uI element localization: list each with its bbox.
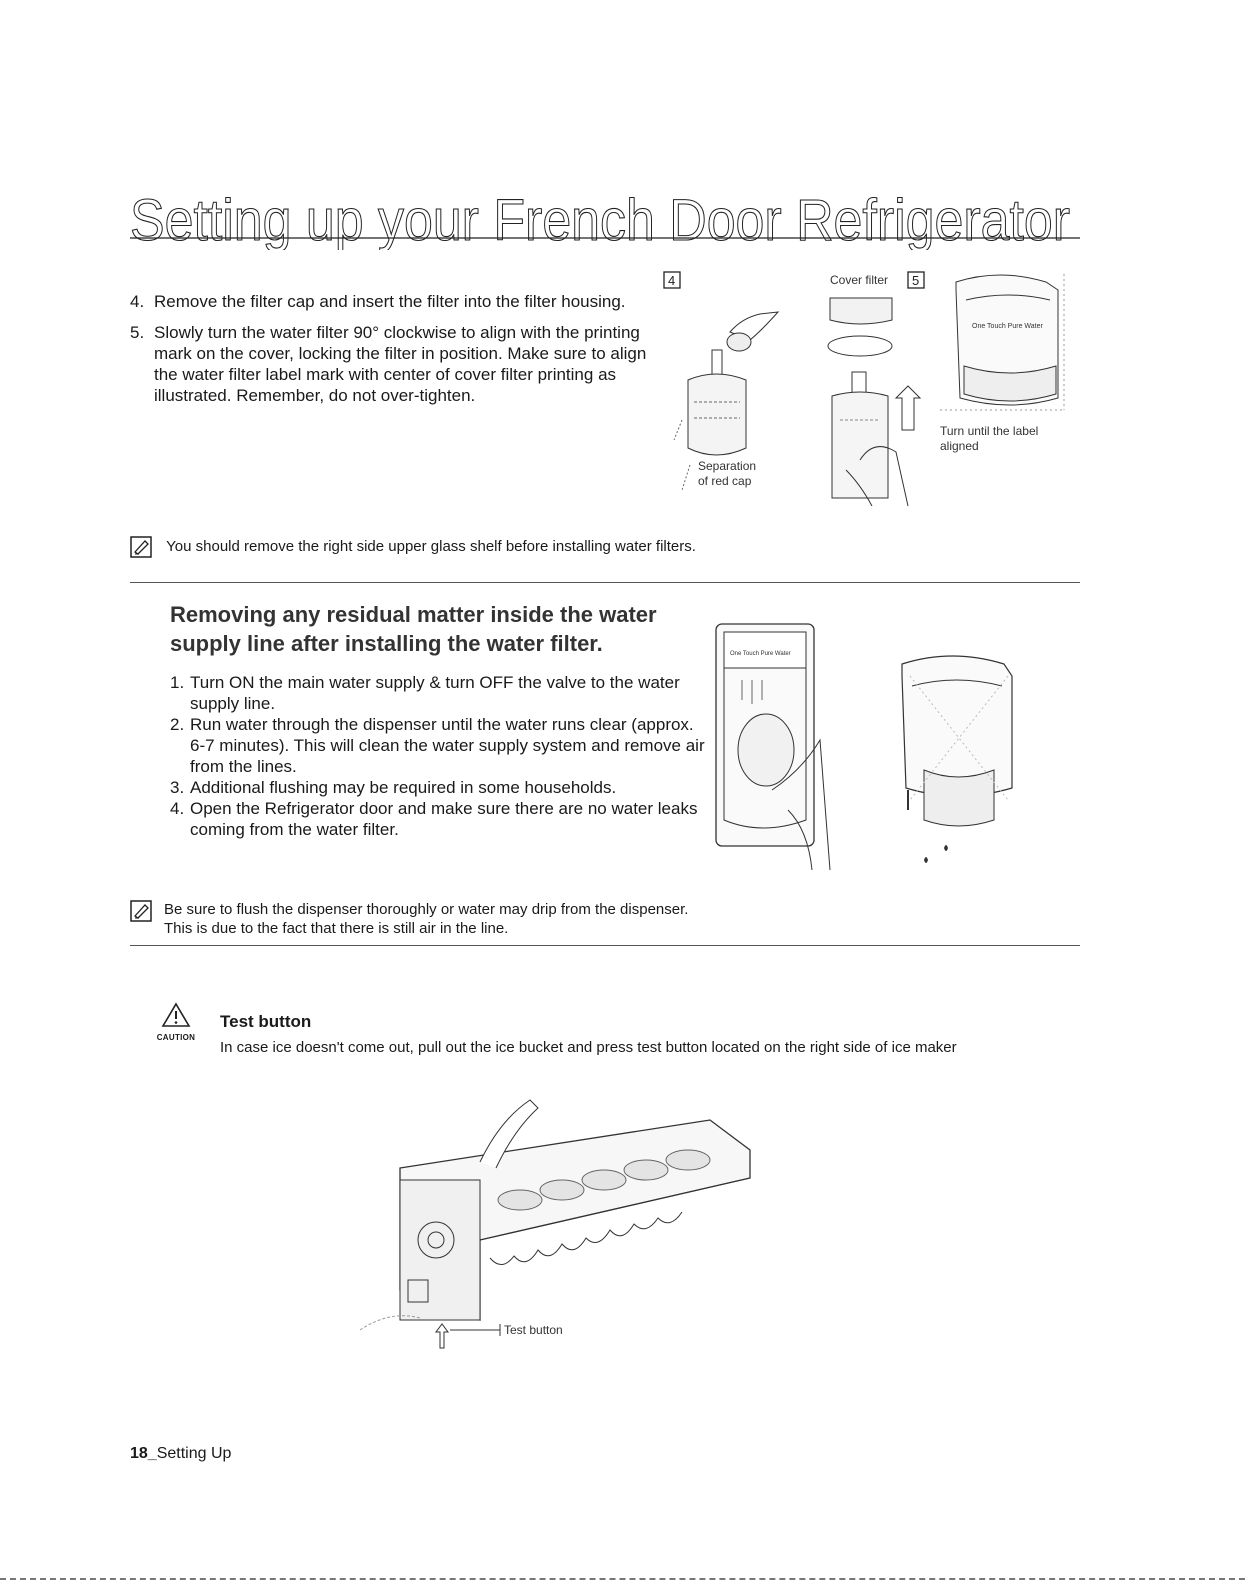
- separation-label-line1: Separation: [698, 459, 757, 473]
- page-title-block: [130, 170, 1080, 250]
- dispenser-illustration: [712, 620, 1062, 890]
- section-title: Removing any residual matter inside the water supply line after installing the water filter.: [170, 602, 657, 656]
- caution-icon: [161, 1002, 191, 1028]
- test-button-label: Test button: [504, 1323, 563, 1337]
- page-edge: [0, 1578, 1245, 1580]
- step-number: 2.: [170, 715, 185, 734]
- step-text: Run water through the dispenser until the water runs clear (approx. 6-7 minutes). This will clean the water supply system and remove air from the lines.: [190, 715, 705, 776]
- section-divider: [130, 945, 1080, 946]
- note-shelf: [130, 536, 1030, 558]
- ice-maker-drawing: [330, 1090, 770, 1370]
- install-steps: [130, 291, 650, 416]
- page-footer: [130, 1445, 231, 1463]
- note-text-line2: This is due to the fact that there is still air in the line.: [164, 920, 509, 937]
- caution-body: In case ice doesn't come out, pull out the ice bucket and press test button located on the right side of ice maker: [220, 1039, 957, 1056]
- filter-install-illustration: [660, 270, 1080, 520]
- footer-section: Setting Up: [156, 1445, 232, 1462]
- flush-step: [170, 798, 710, 840]
- step-number: 4.: [130, 292, 145, 311]
- ice-maker-illustration: [330, 1090, 770, 1370]
- step-number: 5.: [130, 323, 145, 342]
- flush-steps: [170, 672, 710, 840]
- step-number: 4.: [170, 799, 185, 818]
- note-text-line1: Be sure to flush the dispenser thoroughly or water may drip from the dispenser.: [164, 901, 689, 918]
- caution-title: Test button: [220, 1012, 312, 1031]
- turn-label-line2: aligned: [940, 439, 979, 453]
- dispenser-brand-label: One Touch Pure Water: [730, 651, 791, 657]
- note-flush: [130, 900, 1030, 938]
- flush-step: [170, 777, 710, 798]
- figure-label-5: 5: [912, 273, 920, 288]
- flush-step: [170, 714, 710, 777]
- separation-label-line2: of red cap: [698, 474, 752, 488]
- flush-step: [170, 672, 710, 714]
- caution-label: CAUTION: [156, 1033, 196, 1042]
- step-text: Remove the filter cap and insert the filter into the filter housing.: [154, 292, 626, 311]
- page-title-graphic: [130, 170, 1080, 250]
- step-text: Slowly turn the water filter 90° clockwise to align with the printing mark on the cover, locking the filter in position. Make sure to align the water filter label mark with center of cover filter printing as illustrated. Remember, do not over-tighten.: [154, 323, 647, 405]
- dispenser-drawing: [712, 620, 1062, 890]
- install-step: [130, 322, 650, 406]
- filter-brand-label: One Touch Pure Water: [972, 323, 1043, 330]
- note-icon: [130, 900, 152, 922]
- page-title: Setting up your French Door Refrigerator: [130, 188, 1070, 250]
- note-text: You should remove the right side upper glass shelf before installing water filters.: [166, 537, 696, 555]
- section-divider: [130, 582, 1080, 583]
- caution-block: [148, 1002, 204, 1048]
- turn-label-line1: Turn until the label: [940, 424, 1039, 438]
- step-text: Open the Refrigerator door and make sure there are no water leaks coming from the water filter.: [190, 799, 698, 839]
- step-text: Turn ON the main water supply & turn OFF the valve to the water supply line.: [190, 673, 680, 713]
- install-step: [130, 291, 650, 312]
- figure-label-4: 4: [668, 273, 676, 288]
- step-number: 1.: [170, 673, 185, 692]
- step-number: 3.: [170, 778, 185, 797]
- note-icon: [130, 536, 152, 558]
- cover-filter-label: Cover filter: [830, 273, 889, 287]
- step-text: Additional flushing may be required in some households.: [190, 778, 617, 797]
- page-number: 18_: [130, 1445, 157, 1462]
- filter-drawing: [660, 270, 1080, 520]
